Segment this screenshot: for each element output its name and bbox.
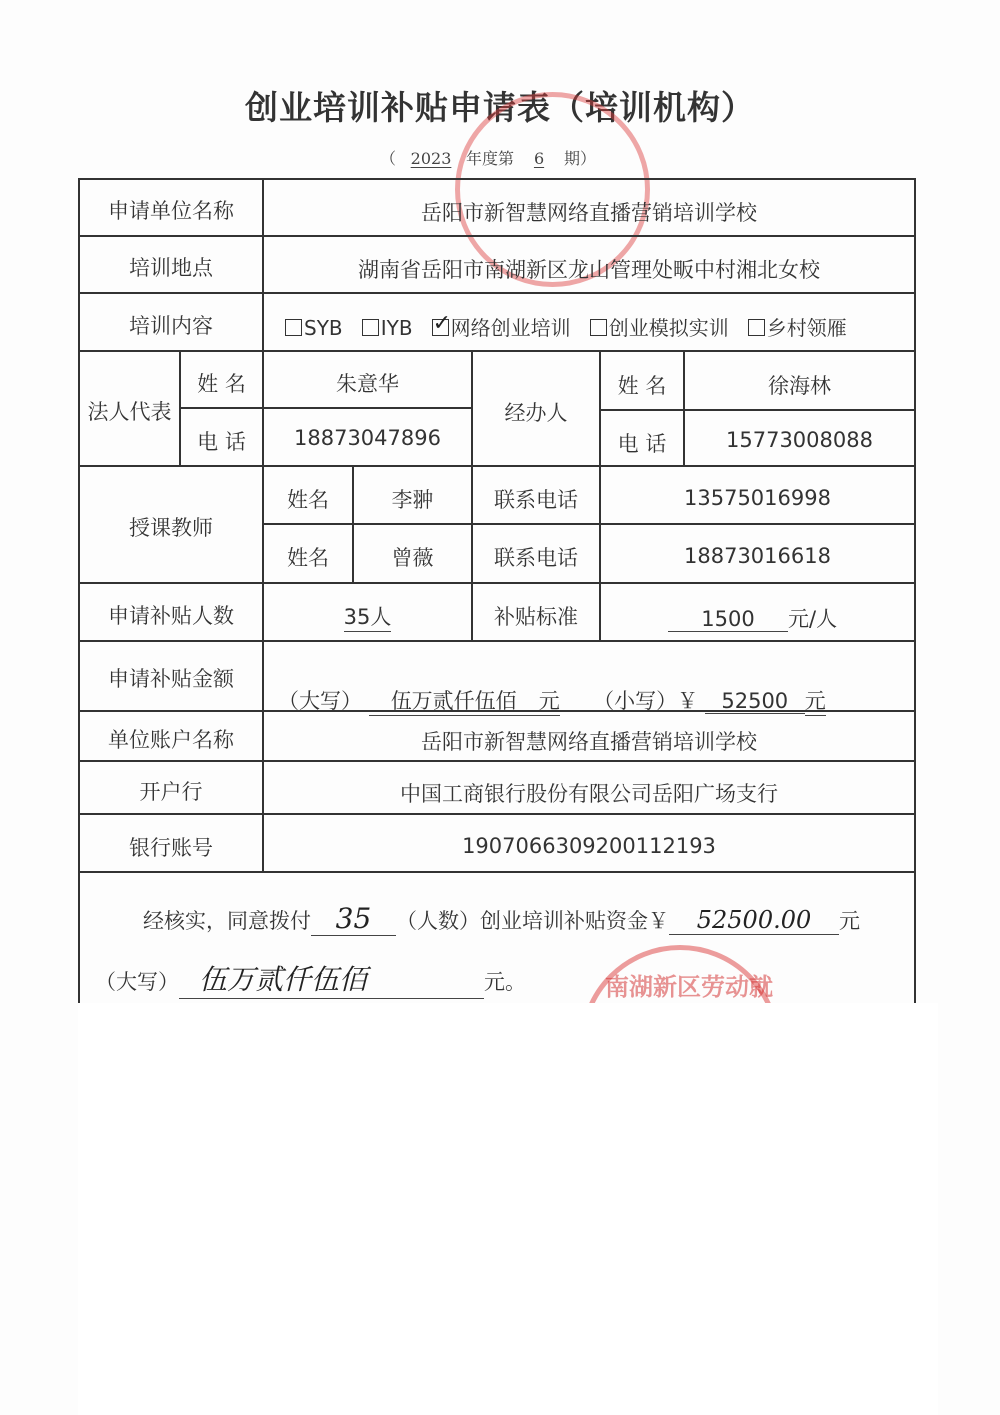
official-seal-bottom: 南湖新区劳动就 bbox=[580, 945, 780, 1003]
value-handler-phone: 15773008088 bbox=[726, 428, 873, 452]
value-amount-small: 52500 bbox=[705, 689, 805, 714]
label-bank: 开户行 bbox=[139, 780, 203, 804]
approval-people: 35 bbox=[311, 902, 396, 936]
value-bank: 中国工商银行股份有限公司岳阳广场支行 bbox=[400, 782, 778, 806]
label-legal-phone: 电 话 bbox=[197, 430, 246, 454]
label-account-name: 单位账户名称 bbox=[108, 728, 234, 752]
label-teacher1-phone: 联系电话 bbox=[494, 488, 578, 512]
label-teacher2-name: 姓名 bbox=[287, 546, 329, 570]
label-handler-name: 姓 名 bbox=[617, 374, 667, 398]
training-options bbox=[285, 312, 847, 341]
value-account-name: 岳阳市新智慧网络直播营销培训学校 bbox=[421, 730, 757, 754]
approval-line-2: （大写） 伍万贰仟伍佰 元。 bbox=[95, 958, 526, 999]
label-teacher1-name: 姓名 bbox=[287, 488, 329, 512]
period-line: （ 2023 年度第 6 期） bbox=[380, 149, 597, 168]
option-rural[interactable]: 乡村领雁 bbox=[748, 316, 847, 340]
label-count: 申请补贴人数 bbox=[108, 604, 234, 628]
value-count: 35人 bbox=[344, 601, 392, 632]
value-teacher1-phone: 13575016998 bbox=[684, 486, 831, 510]
label-teacher2-phone: 联系电话 bbox=[494, 546, 578, 570]
label-standard: 补贴标准 bbox=[494, 605, 578, 629]
checkbox-icon bbox=[285, 319, 302, 336]
value-standard: 1500 bbox=[668, 607, 788, 632]
value-teacher1-name: 李翀 bbox=[391, 488, 434, 512]
label-teacher: 授课教师 bbox=[129, 516, 213, 540]
value-teacher2-name: 曾薇 bbox=[391, 546, 434, 570]
value-legal-name: 朱意华 bbox=[336, 372, 399, 396]
form-title: 创业培训补贴申请表（培训机构） bbox=[245, 88, 755, 127]
value-standard-unit: 元/人 bbox=[788, 607, 838, 631]
label-handler: 经办人 bbox=[504, 401, 568, 425]
checkbox-checked-icon bbox=[432, 319, 449, 336]
label-location: 培训地点 bbox=[129, 256, 213, 280]
option-syb[interactable]: SYB bbox=[285, 316, 343, 340]
value-legal-phone: 18873047896 bbox=[294, 426, 441, 450]
value-account-no: 1907066309200112193 bbox=[462, 834, 716, 858]
checkbox-icon bbox=[362, 319, 379, 336]
label-applicant: 申请单位名称 bbox=[108, 199, 234, 223]
label-legal-name: 姓 名 bbox=[197, 372, 246, 396]
option-simulation[interactable]: 创业模拟实训 bbox=[590, 316, 729, 340]
amount-line: （大写） 伍万贰仟伍佰 元 （小写）￥ 52500 元 bbox=[278, 685, 826, 716]
approval-big: 伍万贰仟伍佰 bbox=[179, 958, 484, 999]
label-account-no: 银行账号 bbox=[129, 836, 213, 860]
approval-money: 52500.00 bbox=[669, 906, 839, 935]
label-legal-rep: 法人代表 bbox=[87, 400, 172, 424]
label-content: 培训内容 bbox=[129, 314, 213, 338]
label-handler-phone: 电 话 bbox=[617, 432, 667, 456]
blank-area bbox=[78, 1003, 938, 1415]
label-amount: 申请补贴金额 bbox=[108, 667, 234, 691]
value-teacher2-phone: 18873016618 bbox=[684, 544, 831, 568]
approval-line-1: 经核实，同意拨付 35 （人数）创业培训补贴资金￥ 52500.00 元 bbox=[143, 902, 860, 935]
checkbox-icon bbox=[590, 319, 607, 336]
value-applicant: 岳阳市新智慧网络直播营销培训学校 bbox=[421, 201, 757, 225]
period-year: 2023 bbox=[410, 149, 452, 168]
option-iyb[interactable]: IYB bbox=[362, 316, 413, 340]
value-location: 湖南省岳阳市南湖新区龙山管理处畈中村湘北女校 bbox=[358, 258, 820, 282]
value-amount-big: 伍万贰仟伍佰 bbox=[369, 685, 539, 716]
checkbox-icon bbox=[748, 319, 765, 336]
value-handler-name: 徐海林 bbox=[768, 374, 831, 398]
option-network[interactable]: ✓ 网络创业培训 bbox=[432, 316, 571, 340]
period-number: 6 bbox=[533, 149, 545, 168]
